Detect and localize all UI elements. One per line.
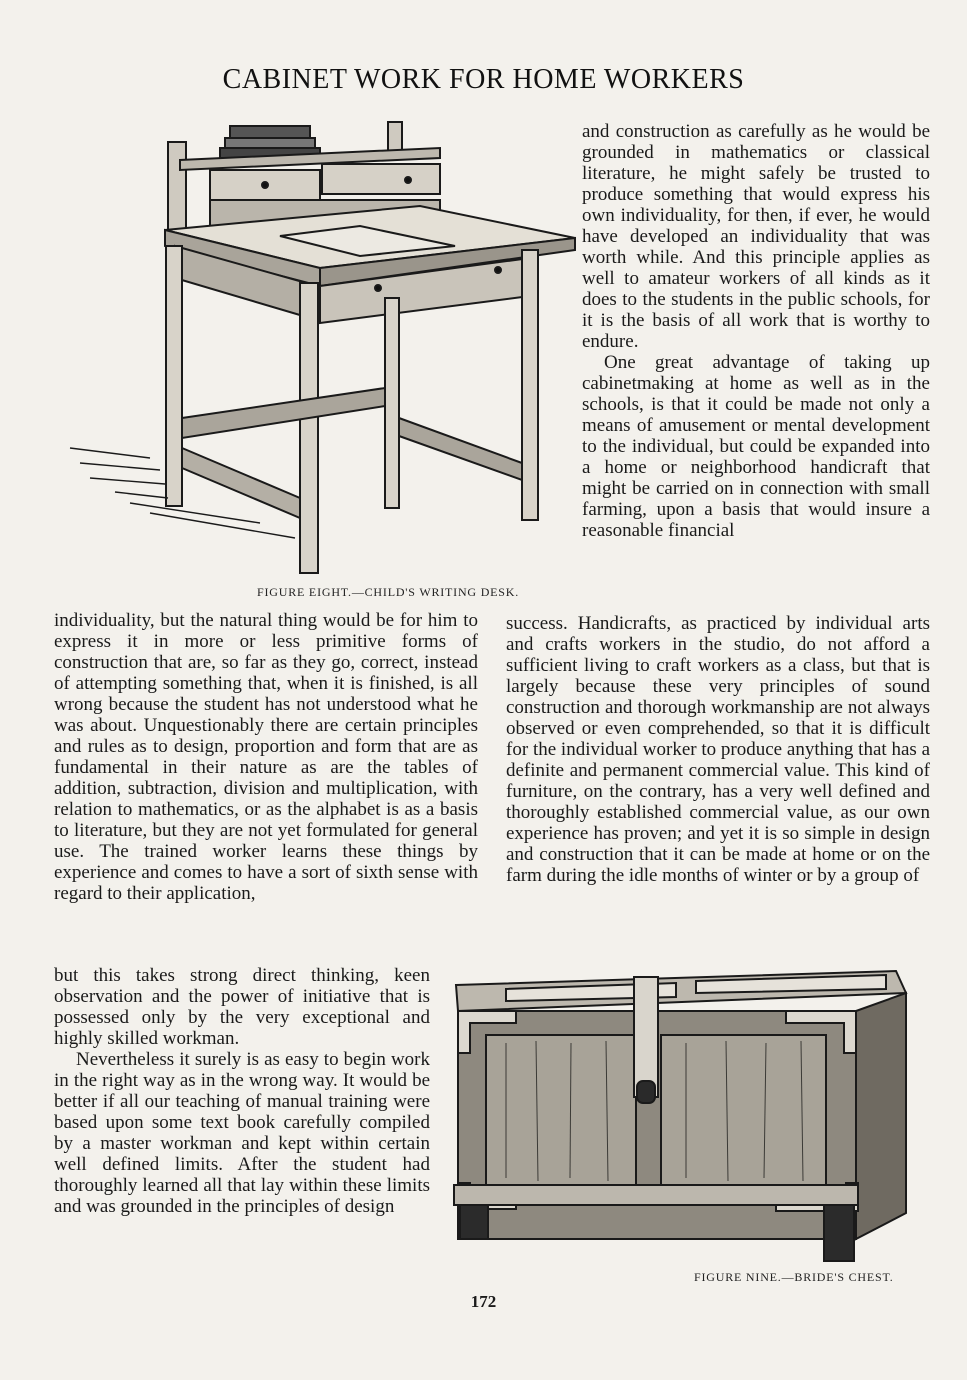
page-number: 172 [470,1292,497,1311]
text-right-middle [506,613,930,886]
figure-eight-caption: FIGURE EIGHT.—CHILD'S WRITING DESK. [257,585,520,599]
page-title: CABINET WORK FOR HOME WORKERS [222,64,745,95]
paragraph: but this takes strong direct thinking, keen observation and the power of initiative that is possessed only by the very exceptional and highly skilled workman. [54,965,430,1049]
paragraph: One great advantage of taking up cabinetmaking at home as well as in the schools, is that it could be made not only a means of amusement or mental development to the individual, but could be expanded into a home or neighborhood handicraft that might be carried on in connection with small farming, upon a basis that would insure a reasonable financial [582,352,930,541]
paragraph: success. Handicrafts, as practiced by individual arts and crafts workers in the studio, do not afford a sufficient living to craft workers as a class, but that is largely because these very principles of sound construction and thorough workmanship are not always observed or even comprehended, so that it is difficult for the individual worker to produce anything that has a definite and permanent commercial value. This kind of furniture, on the contrary, has a very well defined and thoroughly established commercial value, as our own experience has proven; and yet it is so simple in design and construction that it can be made at home or on the farm during the idle months of winter or by a group of [506,613,930,886]
figure-nine-illustration [446,963,936,1263]
text-right-top [582,121,930,541]
text-left-middle [54,610,478,904]
paragraph: Nevertheless it surely is as easy to begin work in the right way as in the wrong way. It would be better if all our teaching of manual training were based upon some text book carefully compiled by a master workman and kept within certain well defined limits. After the student had thoroughly learned all that lay within these limits and was grounded in the principles of design [54,1049,430,1217]
figure-eight-illustration [60,118,580,578]
figure-nine-caption: FIGURE NINE.—BRIDE'S CHEST. [694,1270,894,1284]
text-left-bottom [54,965,430,1217]
paragraph: and construction as carefully as he would be grounded in mathematics or classical literature, he might safely be trusted to produce something that would express his own individuality, for then, if ever, he would have developed an individuality that was worth while. And this principle applies as well to amateur workers of all kinds as it does to the students in the public schools, for it is the basis of all work that is worthy to endure. [582,121,930,352]
paragraph: individuality, but the natural thing would be for him to express it in more or less primitive forms of construction that are, so far as they go, correct, instead of attempting something that, when it is finished, is all wrong because the student has not understood what he was about. Unquestionably there are certain principles and rules as to design, proportion and form that are as fundamental in their nature as are the tables of addition, subtraction, division and multiplication, with relation to mathematics, or as the alphabet is as a basis to literature, but they are not yet formulated for general use. The trained worker learns these things by experience and comes to have a sort of sixth sense with regard to their application, [54,610,478,904]
